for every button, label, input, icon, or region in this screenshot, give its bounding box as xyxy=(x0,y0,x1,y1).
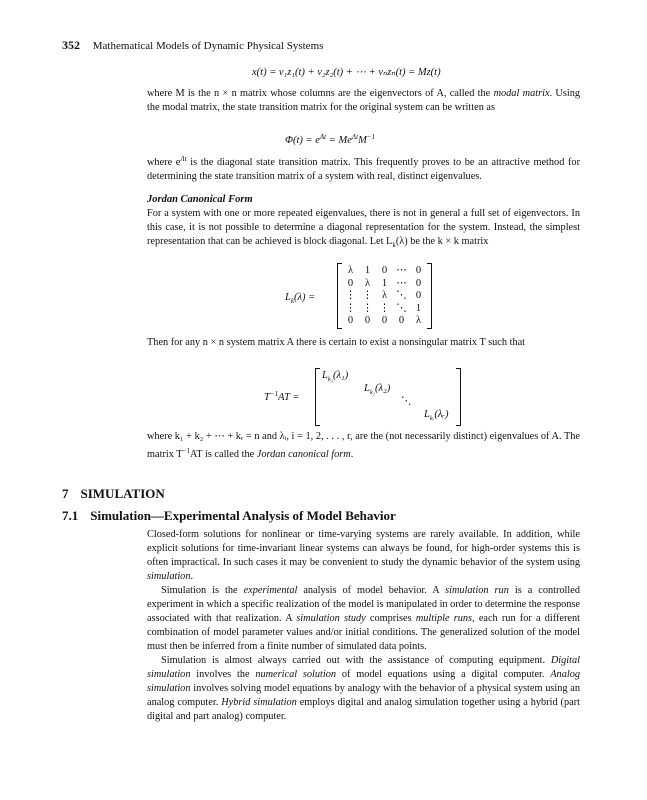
matrix-lk-cell: ⋯ xyxy=(396,277,407,289)
sim3-em1: Digital simulation xyxy=(147,655,580,680)
para3-end: (λ) be the k × k matrix xyxy=(395,236,489,247)
para5-em: Jordan canonical form xyxy=(256,449,351,460)
para5-text-b: AT is called the xyxy=(190,449,257,460)
matrix2-lhs xyxy=(264,390,299,403)
sim3-c: of model equations using a digital computer. xyxy=(336,669,551,680)
matrix-lk-cell: 0 xyxy=(381,315,388,326)
sim3-em2: numerical solution xyxy=(255,669,337,680)
running-head-title: Mathematical Models of Dynamic Physical Systems xyxy=(92,40,324,52)
block-lk1-sub: k₁ xyxy=(327,376,333,384)
eq2-sup3: −1 xyxy=(366,133,376,141)
section71-number: 7.1 xyxy=(62,508,79,523)
running-head xyxy=(62,38,323,53)
matrix-lk-cell: 1 xyxy=(381,277,388,289)
simulation-body xyxy=(147,528,580,724)
block-lk2-l: L xyxy=(364,383,370,394)
block-lk2-end: (λ₂) xyxy=(375,383,391,394)
matrix-lk-cell: ⋮ xyxy=(345,302,356,314)
sim1-em: simulation xyxy=(147,571,191,582)
matrix-lk-cell: ⋱ xyxy=(396,302,407,314)
matrix-lk-cells xyxy=(342,265,428,326)
matrix2-right-bracket xyxy=(456,368,461,426)
matrix1-lhs-end: (λ) = xyxy=(293,292,316,303)
block-lk2 xyxy=(364,383,390,396)
matrix-lk-lhs xyxy=(285,292,315,305)
paragraph-jordan-intro xyxy=(147,207,580,252)
section-heading-simulation xyxy=(62,486,165,502)
paragraph-nonsingular: Then for any n × n system matrix A there is certain to exist a nonsingular matrix T such that xyxy=(147,337,526,348)
matrix-lk-cell: λ xyxy=(381,290,388,301)
para1-em: modal matrix xyxy=(493,88,550,99)
matrix-lk-cell: 0 xyxy=(398,315,405,326)
sim-paragraph-2 xyxy=(147,584,580,654)
sim3-b: involves the xyxy=(190,669,256,680)
sim2-b: analysis of model behavior. A xyxy=(297,585,446,596)
matrix-lk-cell: λ xyxy=(347,265,354,276)
block-lkr xyxy=(424,409,448,422)
matrix-lk-cell: 1 xyxy=(415,302,422,314)
matrix1-lhs: L xyxy=(285,292,291,303)
sim3-em3: Analog simulation xyxy=(147,669,580,694)
block-dots: ⋱ xyxy=(401,396,412,407)
para2-sup: Λt xyxy=(180,155,187,163)
matrix-lk-cell: 0 xyxy=(415,290,422,301)
matrix-lk-cell: λ xyxy=(364,277,371,289)
section71-title: Simulation—Experimental Analysis of Model Behavior xyxy=(90,508,396,523)
matrix-lk-cell: ⋱ xyxy=(396,290,407,301)
para5-text-c: . xyxy=(350,449,354,460)
sim3-d: involves solving model equations by analogy with the behavior of a physical system using an analog computer. xyxy=(147,683,580,708)
block-lkr-l: L xyxy=(424,409,430,420)
subheading-jordan: Jordan Canonical Form xyxy=(147,194,253,205)
para5-sup: −1 xyxy=(182,447,191,455)
block-lk2-sub: k₂ xyxy=(369,389,375,397)
equation-state-modal: x(t) = v₁z₁(t) + v₂z₂(t) + ⋯ + vₙzₙ(t) = Mz(t) xyxy=(252,67,441,78)
matrix-lk-cell: ⋮ xyxy=(362,302,373,314)
sim2-d: comprises xyxy=(365,613,416,624)
matrix2-lhs-t: T xyxy=(264,392,270,403)
sim3-a: Simulation is almost always carried out with the assistance of computing equipment. xyxy=(161,655,551,666)
para5-text-a: where k₁ + k₂ + ⋯ + kᵣ = n and λᵢ, i = 1, 2, . . . , r, are the (not necessarily distinct) eigenvalues of A. The matrix T xyxy=(147,431,580,460)
eq2-part3: M xyxy=(358,135,367,146)
eq2-sup1: At xyxy=(319,133,327,141)
matrix-lk-cell: 0 xyxy=(381,265,388,276)
matrix-lk-cell: ⋮ xyxy=(362,290,373,301)
block-lk1 xyxy=(322,370,348,383)
sim2-em1: experimental xyxy=(243,585,298,596)
para2-text-a: where e xyxy=(147,157,181,168)
block-lkr-end: (λᵣ) xyxy=(434,409,449,420)
sim3-em4: Hybrid simulation xyxy=(221,697,297,708)
page-number: 352 xyxy=(62,38,80,52)
matrix-lk-cell: 1 xyxy=(364,265,371,276)
paragraph-jordan-form xyxy=(147,430,580,462)
block-lkr-sub: kᵣ xyxy=(429,415,435,423)
section7-number: 7 xyxy=(62,486,69,501)
sim2-a: Simulation is the xyxy=(161,585,244,596)
sim2-c: is a controlled experiment in which a specific realization of the model is manipulated in order to determine the response associated with that realization. A xyxy=(147,585,580,624)
matrix-lk-cell: λ xyxy=(415,315,422,326)
matrix-lk-cell: ⋯ xyxy=(396,265,407,276)
matrix1-lhs-sub: k xyxy=(290,297,294,306)
matrix-lk-cell: 0 xyxy=(415,277,422,289)
matrix-lk-cell: 0 xyxy=(347,315,354,326)
sim1-b: . xyxy=(190,571,194,582)
matrix-lk-cell: ⋮ xyxy=(379,302,390,314)
subsection-heading-7-1 xyxy=(62,508,396,524)
paragraph-diagonal xyxy=(147,152,580,184)
sim-paragraph-3 xyxy=(147,654,580,724)
matrix2-lhs-sup: −1 xyxy=(269,390,279,398)
para3-sub: k xyxy=(392,241,396,250)
para1-text-a: where M is the n × n matrix whose columns are the eigenvectors of A, called the xyxy=(147,88,494,99)
matrix2-left-bracket xyxy=(315,368,320,426)
block-lk1-end: (λ₁) xyxy=(333,370,349,381)
sim-paragraph-1 xyxy=(147,528,580,584)
matrix-lk-cell: 0 xyxy=(347,277,354,289)
eq2-sup2: Λt xyxy=(351,133,359,141)
sim2-em2: simulation run xyxy=(445,585,509,596)
section7-title: SIMULATION xyxy=(80,486,165,501)
sim2-e: , each run for a different combination of model parameter values and/or initial conditions. The generalized solution of the model must then be inferred from a finite number of simulated data points. xyxy=(147,613,580,652)
sim3-e: employs digital and analog simulation together using a hybrid (part digital and part analog) computer. xyxy=(147,697,580,722)
para3-text: For a system with one or more repeated eigenvalues, there is not in general a full set of eigenvectors. In this case, it is not possible to determine a diagonal representation for the system. Instead, the simplest representation that can be achieved is block diagonal. Let L xyxy=(147,208,580,247)
equation-transition-matrix xyxy=(285,133,375,146)
matrix2-lhs-end: AT = xyxy=(278,392,300,403)
paragraph-modal-matrix xyxy=(147,87,580,115)
matrix-lk-cell: 0 xyxy=(364,315,371,326)
matrix-lk-cell: 0 xyxy=(415,265,422,276)
sim1-a: Closed-form solutions for nonlinear or time-varying systems are rarely available. In addition, while explicit solutions for time-invariant linear systems can always be found, for high-order systems this is often impractical. In such cases it may be convenient to study the dynamic behavior of the system using xyxy=(147,529,580,568)
block-lk1-l: L xyxy=(322,370,328,381)
para1-text-b: . Using the modal matrix, the state transition matrix for the original system can be written as xyxy=(147,88,581,113)
sim2-em3: simulation study xyxy=(296,613,366,624)
para2-text-b: is the diagonal state transition matrix. This frequently proves to be an attractive method for determining the state transition matrix of a system with real, distinct eigenvalues. xyxy=(147,157,580,182)
eq2-part2: = Me xyxy=(326,135,352,146)
sim2-em4: multiple runs xyxy=(415,613,473,624)
matrix-lk-cell: ⋮ xyxy=(345,290,356,301)
eq2-part1: Φ(t) = e xyxy=(285,135,320,146)
